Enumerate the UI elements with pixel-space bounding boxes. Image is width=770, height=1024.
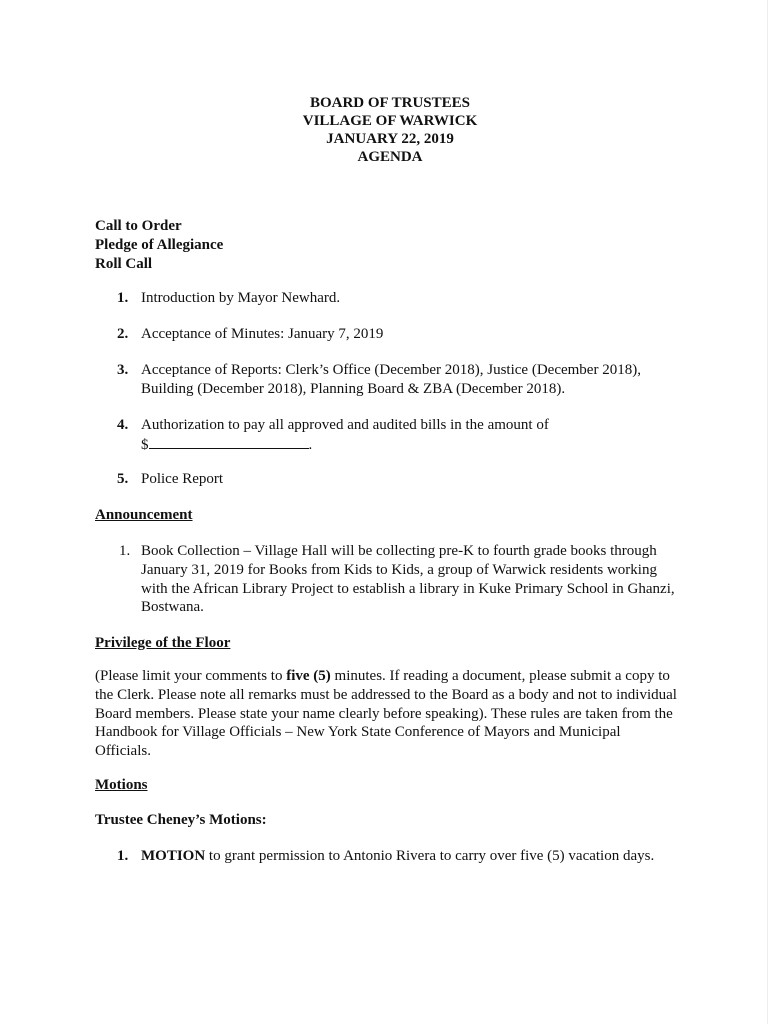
privilege-intro: (Please limit your comments to — [95, 668, 287, 684]
privilege-line1 — [95, 667, 685, 686]
item-1-number: 1. — [117, 290, 129, 306]
amount-period: . — [308, 437, 313, 453]
item-3-number: 3. — [117, 362, 129, 378]
document-header — [0, 94, 770, 166]
announcement-heading: Announcement — [95, 507, 193, 523]
announcement-1-number: 1. — [119, 543, 131, 559]
dollar-sign: $ — [141, 437, 149, 453]
header-board: BOARD OF TRUSTEES — [309, 95, 471, 111]
item-5-text: Police Report — [141, 471, 224, 487]
item-4-number: 4. — [117, 417, 129, 433]
announcement-1-line3: with the African Library Project to establish a library in Kuke Primary School in Ghanzi, — [141, 581, 675, 597]
privilege-line4: Handbook for Village Officials – New York State Conference of Mayors and Municipal — [95, 724, 621, 740]
pledge-of-allegiance: Pledge of Allegiance — [95, 237, 224, 253]
item-2-text: Acceptance of Minutes: January 7, 2019 — [141, 326, 384, 342]
amount-blank-line — [149, 434, 309, 449]
roll-call: Roll Call — [95, 256, 153, 272]
item-1-text: Introduction by Mayor Newhard. — [141, 290, 341, 306]
announcement-1-line1: Book Collection – Village Hall will be collecting pre-K to fourth grade books through — [141, 543, 657, 559]
header-agenda: AGENDA — [357, 149, 423, 165]
item-3-text-line1: Acceptance of Reports: Clerk’s Office (December 2018), Justice (December 2018), — [141, 362, 641, 378]
header-village: VILLAGE OF WARWICK — [302, 113, 478, 129]
item-4-amount — [141, 434, 661, 455]
motion-keyword: MOTION — [141, 848, 206, 864]
item-4-text-line1: Authorization to pay all approved and audited bills in the amount of — [141, 417, 549, 433]
motion-1-text — [141, 847, 701, 866]
announcement-1-line4: Bostwana. — [141, 599, 204, 615]
call-to-order: Call to Order — [95, 218, 182, 234]
privilege-line2: the Clerk. Please note all remarks must be addressed to the Board as a body and not to individual — [95, 687, 677, 703]
privilege-heading: Privilege of the Floor — [95, 635, 231, 651]
motion-1-description: to grant permission to Antonio Rivera to carry over five (5) vacation days. — [205, 848, 655, 864]
motions-heading: Motions — [95, 777, 148, 793]
motion-1-number: 1. — [117, 848, 129, 864]
item-3-text-line2: Building (December 2018), Planning Board & ZBA (December 2018). — [141, 381, 566, 397]
item-5-number: 5. — [117, 471, 129, 487]
header-date: JANUARY 22, 2019 — [326, 131, 454, 147]
privilege-line3: Board members. Please state your name clearly before speaking). These rules are taken from the — [95, 706, 673, 722]
privilege-intro-rest: minutes. If reading a document, please submit a copy to — [330, 668, 670, 684]
item-2-number: 2. — [117, 326, 129, 342]
privilege-line5: Officials. — [95, 743, 151, 759]
trustee-cheney-motions: Trustee Cheney’s Motions: — [95, 812, 267, 828]
privilege-time-limit: five (5) — [286, 668, 331, 684]
opening-section — [95, 217, 223, 274]
announcement-1-line2: January 31, 2019 for Books from Kids to Kids, a group of Warwick residents working — [141, 562, 657, 578]
